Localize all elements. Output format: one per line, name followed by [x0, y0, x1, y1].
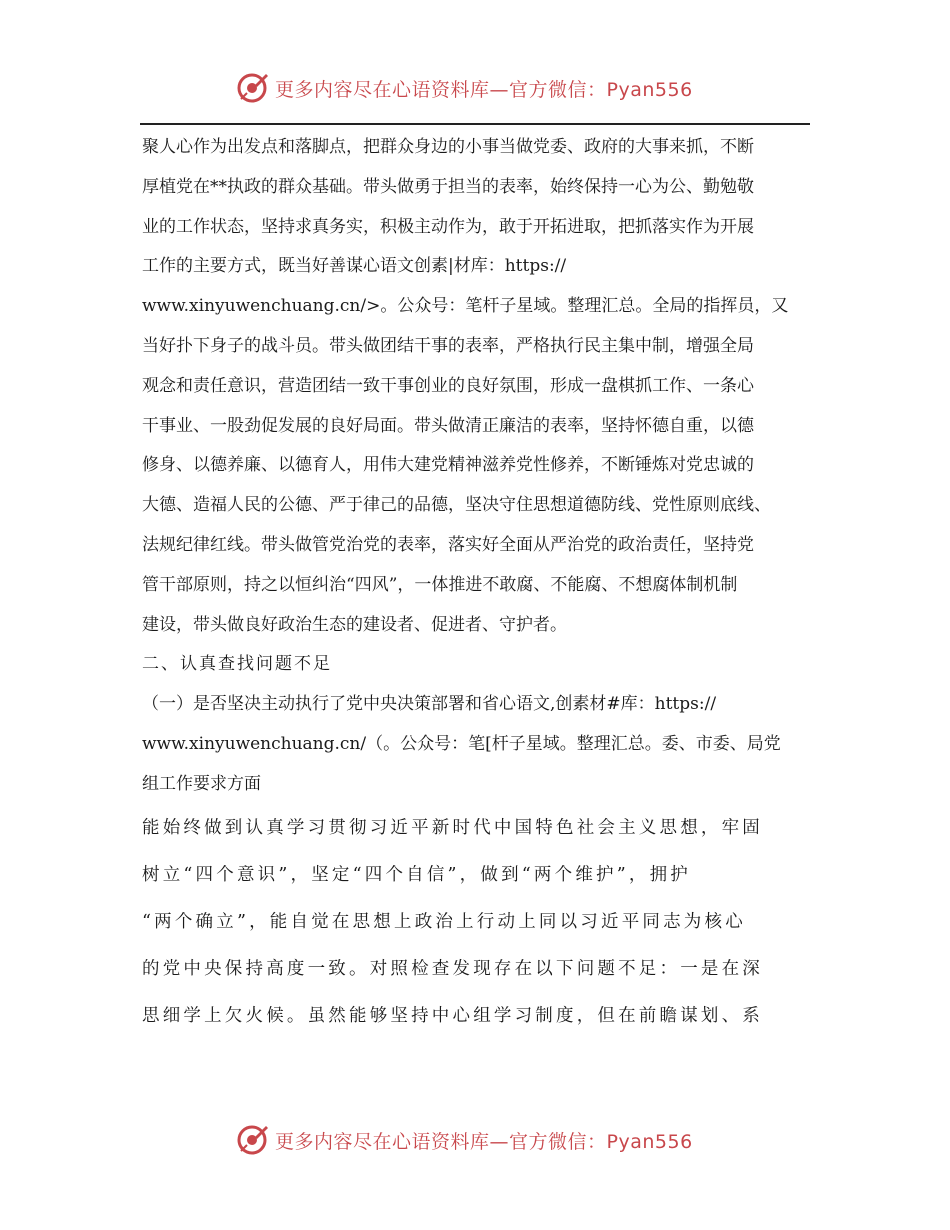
paragraph-line: 的党中央保持高度一致。对照检查发现存在以下问题不足：一是在深 — [142, 958, 763, 979]
banner-text: 更多内容尽在心语资料库—官方微信：Pyan556 — [275, 78, 693, 101]
paragraph-line: 业的工作状态，坚持求真务实，积极主动作为，敢于开拓进取，把抓落实作为开展 — [142, 216, 754, 237]
paragraph-line: 树立“四个意识”，坚定“四个自信”，做到“两个维护”，拥护 — [142, 864, 691, 885]
banner-text: 更多内容尽在心语资料库—官方微信：Pyan556 — [275, 1130, 693, 1153]
paragraph-line: “两个确立”，能自觉在思想上政治上行动上同以习近平同志为核心 — [142, 911, 746, 932]
footer-banner — [235, 1122, 693, 1158]
header-banner — [235, 70, 693, 106]
paragraph-line: 当好扑下身子的战斗员。带头做团结干事的表率，严格执行民主集中制，增强全局 — [142, 335, 754, 356]
paragraph-line: www.xinyuwenchuang.cn/>。公众号：笔杆子星域。整理汇总。全局的指挥员，又 — [142, 296, 789, 317]
section-heading: 二、认真查找问题不足 — [142, 654, 332, 675]
paragraph-line: 观念和责任意识，营造团结一致干事创业的良好氛围，形成一盘棋抓工作、一条心 — [142, 375, 754, 396]
header-rule — [140, 123, 810, 125]
paragraph-line: 工作的主要方式，既当好善谋心语文创素|材库：https:// — [142, 256, 567, 277]
pen-logo-icon — [235, 71, 269, 105]
subsection-line: （一）是否坚决主动执行了党中央决策部署和省心语文,创素材#库：https:// — [142, 694, 717, 715]
paragraph-line: 聚人心作为出发点和落脚点，把群众身边的小事当做党委、政府的大事来抓，不断 — [142, 137, 754, 157]
document-body — [142, 128, 842, 1040]
paragraph-line: 大德、造福人民的公德、严于律己的品德，坚决守住思想道德防线、党性原则底线、 — [142, 495, 771, 516]
paragraph-line: 能始终做到认真学习贯彻习近平新时代中国特色社会主义思想，牢固 — [142, 817, 763, 838]
paragraph-line: 修身、以德养廉、以德育人，用伟大建党精神滋养党性修养，不断锤炼对党忠诚的 — [142, 455, 754, 476]
paragraph-line: 管干部原则，持之以恒纠治“四风”，一体推进不敢腐、不能腐、不想腐体制机制 — [142, 574, 738, 595]
paragraph-line: 厚植党在**执政的群众基础。带头做勇于担当的表率，始终保持一心为公、勤勉敬 — [142, 176, 754, 197]
paragraph-line: 思细学上欠火候。虽然能够坚持中心组学习制度，但在前瞻谋划、系 — [142, 1005, 763, 1026]
paragraph-line: 干事业、一股劲促发展的良好局面。带头做清正廉洁的表率，坚持怀德自重，以德 — [142, 415, 754, 436]
paragraph-line: 建设，带头做良好政治生态的建设者、促进者、守护者。 — [142, 614, 567, 635]
pen-logo-icon — [235, 1123, 269, 1157]
paragraph-line: 法规纪律红线。带头做管党治党的表率，落实好全面从严治党的政治责任，坚持党 — [142, 534, 754, 555]
subsection-line: 组工作要求方面 — [142, 773, 261, 794]
subsection-line: www.xinyuwenchuang.cn/（。公众号：笔[杆子星域。整理汇总。委、市委、局党 — [142, 733, 781, 754]
